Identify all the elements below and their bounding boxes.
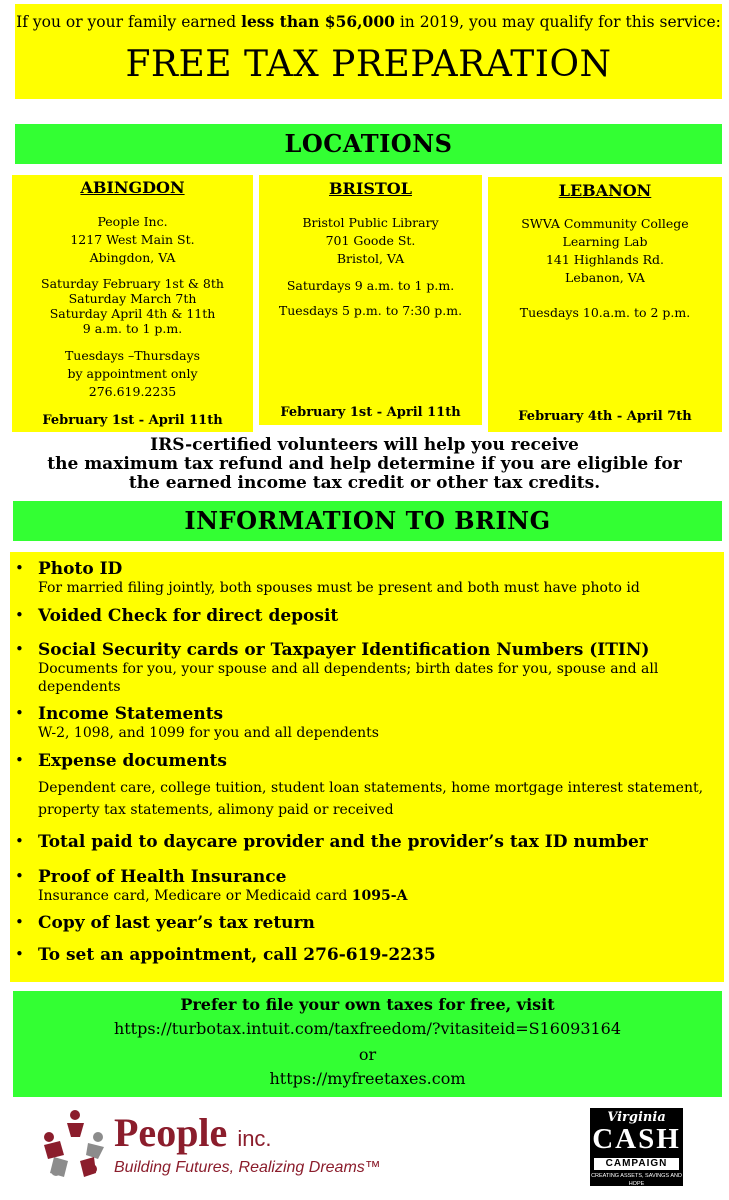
people-name: People inc. <box>114 1110 272 1155</box>
lebanon-hours: Tuesdays 10.a.m. to 2 p.m. <box>519 305 691 320</box>
myfreetaxes-link[interactable]: https://myfreetaxes.com <box>269 1069 466 1088</box>
qualify-pre: If you or your family earned <box>16 13 242 31</box>
lebanon-address: SWVA Community College Learning Lab 141 Highlands Rd. Lebanon, VA <box>521 216 689 285</box>
location-lebanon <box>488 177 722 432</box>
people-inc-logo <box>40 1105 380 1185</box>
virginia-cash-campaign-logo: Virginia CASH CAMPAIGN CREATING ASSETS, SAVINGS AND HOPE <box>591 1110 682 1187</box>
bristol-address: Bristol Public Library 701 Goode St. Bristol, VA <box>302 215 439 266</box>
page-title: FREE TAX PREPARATION <box>125 44 612 85</box>
self-file-heading: Prefer to file your own taxes for free, visit <box>180 995 555 1014</box>
abingdon-address: People Inc. 1217 West Main St. Abingdon, VA <box>70 214 195 265</box>
bristol-tuesday-hours: Tuesdays 5 p.m. to 7:30 p.m. <box>278 303 463 318</box>
city-abingdon: ABINGDON <box>80 178 185 197</box>
bullet: • <box>15 867 24 885</box>
information-banner: INFORMATION TO BRING <box>13 501 722 541</box>
information-list: • Photo ID For married filing jointly, both spouses must be present and both must have photo id • Voided Check for direct deposit • Social Security cards or Taxpayer Identification Numbers (ITIN) Documents for you, your spouse and all dependents; birth dates for you, spouse and all dependents • Income Statements W-2, 1098, and 1099 for you and all dependents • Expense documents Dependent care, college tuition, student loan statements, home mortgage interest statement, property tax statements, alimony paid or received • Total paid to daycare provider and the provider’s tax ID number • Proof of Health Insurance Insurance card, Medicare or Medicaid card 1095-A • Copy of last year’s tax return • To set an appointment, call 276-619-2235 <box>10 552 724 982</box>
location-abingdon <box>12 175 253 432</box>
qualify-post: in 2019, you may qualify for this service: <box>394 13 721 31</box>
abingdon-dates: February 1st - April 11th <box>42 413 223 428</box>
lebanon-dates: February 4th - April 7th <box>518 409 692 424</box>
bullet: • <box>15 832 24 850</box>
header-box <box>15 4 722 99</box>
bullet: • <box>15 606 24 624</box>
qualify-amount: less than $56,000 <box>241 12 395 31</box>
bullet: • <box>15 704 24 722</box>
volunteers-text: IRS-certified volunteers will help you receive the maximum tax refund and help determine if you are eligible for the earned income tax credit or other tax credits. <box>47 435 682 493</box>
qualify-text <box>15 12 722 31</box>
people-figures-icon <box>40 1107 110 1183</box>
abingdon-hours: Saturday February 1st & 8th Saturday March 7th Saturday April 4th & 11th 9 a.m. to 1 p.m. <box>41 276 224 336</box>
bristol-dates: February 1st - April 11th <box>280 405 461 420</box>
bristol-saturday-hours: Saturdays 9 a.m. to 1 p.m. <box>286 278 455 293</box>
bullet: • <box>15 559 24 577</box>
self-file-box <box>13 991 722 1097</box>
or-text: or <box>358 1045 377 1064</box>
city-lebanon: LEBANON <box>558 181 652 200</box>
abingdon-appointment: Tuesdays –Thursdays by appointment only 276.619.2235 <box>64 348 201 399</box>
bullet: • <box>15 945 24 963</box>
bullet: • <box>15 640 24 658</box>
city-bristol: BRISTOL <box>329 179 412 198</box>
locations-banner: LOCATIONS <box>15 124 722 164</box>
location-bristol <box>259 175 482 425</box>
people-tagline: Building Futures, Realizing Dreams™ <box>114 1159 381 1176</box>
bullet: • <box>15 751 24 769</box>
bullet: • <box>15 913 24 931</box>
turbotax-link[interactable]: https://turbotax.intuit.com/taxfreedom/?vitasiteid=S16093164 <box>113 1019 622 1038</box>
